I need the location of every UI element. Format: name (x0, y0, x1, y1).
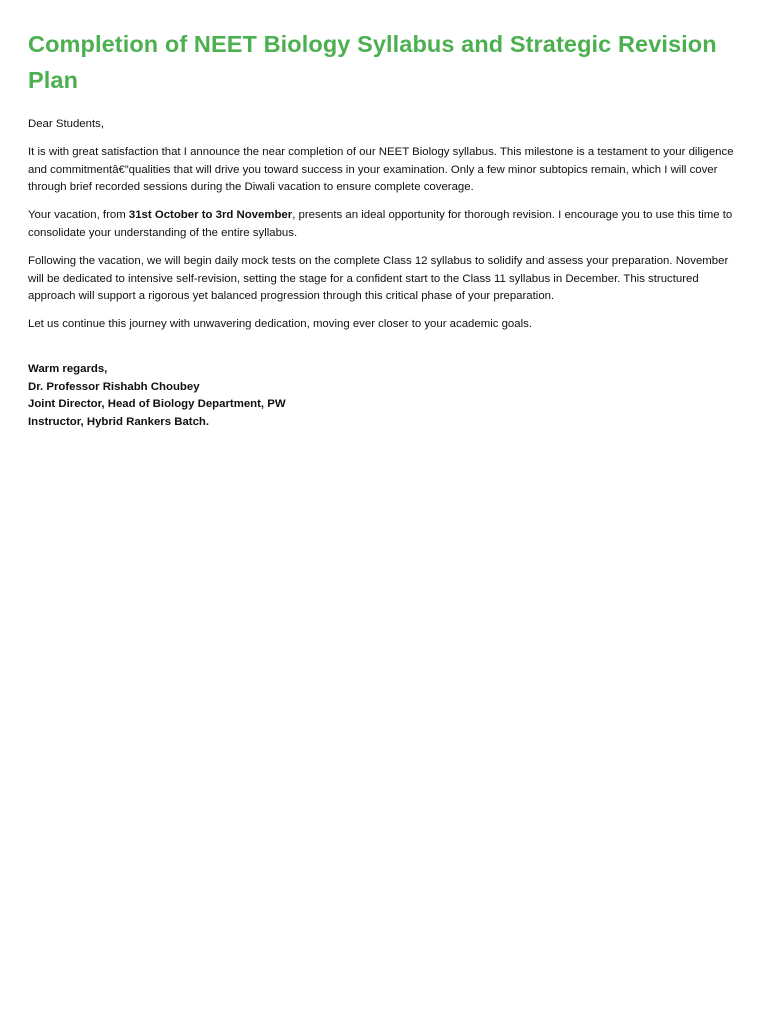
page-title: Completion of NEET Biology Syllabus and Strategic Revision Plan (28, 31, 717, 93)
signature-role: Joint Director, Head of Biology Department, PW (28, 398, 286, 411)
paragraph-closing: Let us continue this journey with unwavering dedication, moving ever closer to your academic goals. (28, 318, 532, 331)
signature-closing: Warm regards, (28, 362, 108, 375)
paragraph-mock-tests: Following the vacation, we will begin daily mock tests on the complete Class 12 syllabus to solidify and assess your preparation. November will be dedicated to intensive self-revision, setting the stage for a confident start to the Class 11 syllabus in December. This structured approach will support a rigorous yet balanced progression through this critical phase of your preparation. (28, 255, 729, 303)
signature-block (28, 361, 740, 431)
paragraph-syllabus-completion: It is with great satisfaction that I announce the near completion of our NEET Biology syllabus. This milestone is a testament to your diligence and commitmentâ€”qualities that will drive you toward success in your examination. Only a few minor subtopics remain, which I will cover through brief recorded sessions during the Diwali vacation to ensure complete coverage. (28, 146, 734, 194)
vacation-text-before: Your vacation, from (28, 209, 129, 222)
paragraph-vacation (28, 207, 740, 242)
greeting: Dear Students, (28, 118, 104, 130)
signature-batch: Instructor, Hybrid Rankers Batch. (28, 415, 210, 428)
vacation-dates: 31st October to 3rd November (128, 209, 293, 222)
vacation-text-after: , presents an ideal opportunity for thorough revision. I encourage you to use this time to consolidate your understanding of the entire syllabus. (28, 209, 733, 239)
signature-name: Dr. Professor Rishabh Choubey (28, 380, 200, 393)
